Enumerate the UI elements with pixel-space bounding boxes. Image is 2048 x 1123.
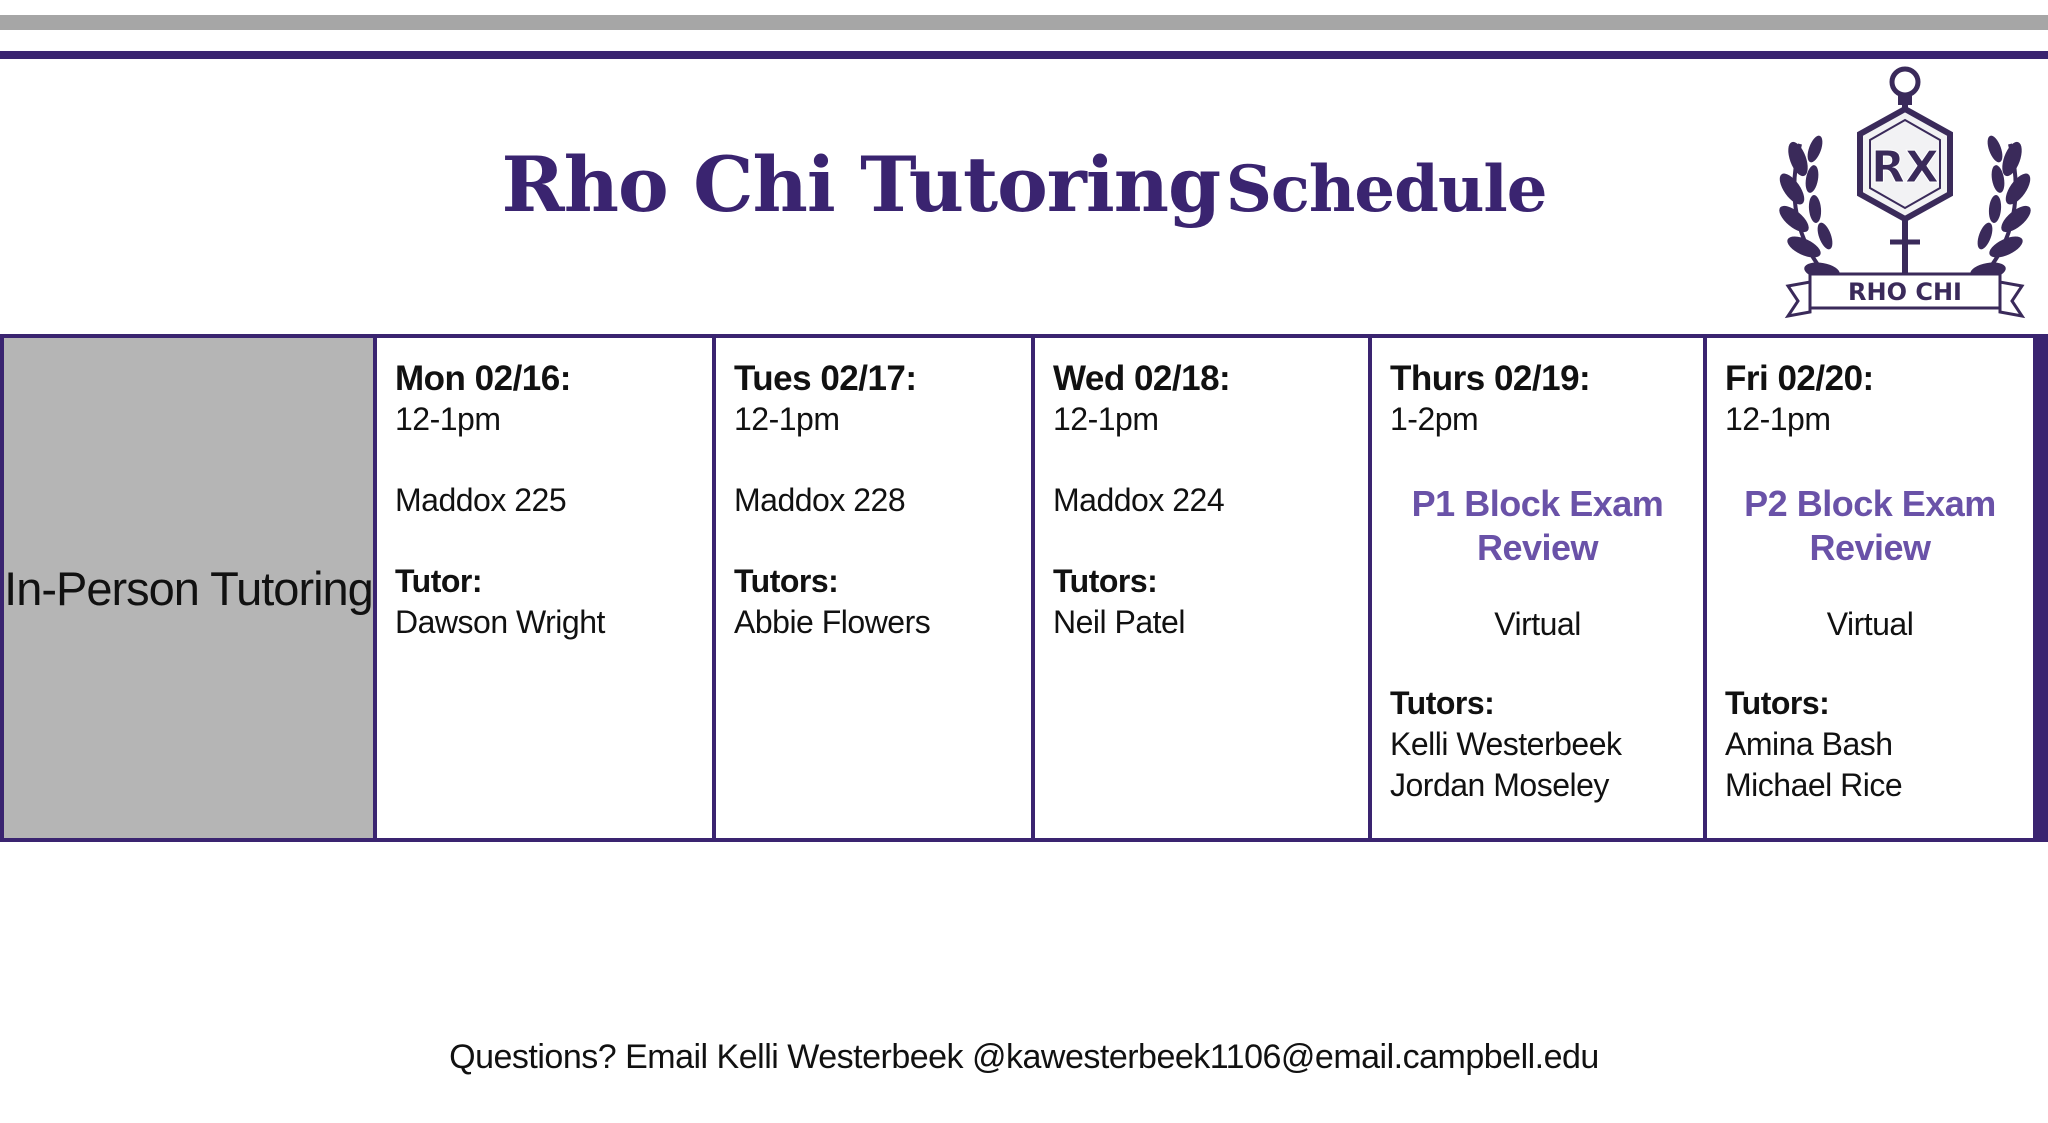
session-time: 1-2pm (1390, 401, 1479, 437)
session-time: 12-1pm (395, 401, 501, 437)
schedule-table (0, 334, 2048, 842)
day-cell-thursday (1372, 338, 1703, 838)
tutor-name: Kelli Westerbeek (1390, 726, 1622, 762)
session-location: Maddox 228 (734, 482, 906, 518)
session-location: Virtual (1494, 606, 1581, 642)
session-location: Maddox 224 (1053, 482, 1225, 518)
day-cell-wednesday (1035, 338, 1368, 838)
day-heading: Tues 02/17: (734, 359, 917, 398)
session-time: 12-1pm (1725, 401, 1831, 437)
session-location: Maddox 225 (395, 482, 567, 518)
day-cell-friday (1707, 338, 2033, 838)
logo-rx-symbol: RX (1871, 142, 1939, 193)
contact-footer: Questions? Email Kelli Westerbeek @kawesterbeek1106@email.campbell.edu (449, 1038, 1599, 1076)
tutor-name: Neil Patel (1053, 604, 1185, 640)
rho-chi-logo (1770, 64, 2040, 329)
top-gray-bar (0, 15, 2048, 30)
session-location: Virtual (1826, 606, 1914, 642)
title-main: Rho Chi Tutoring (501, 140, 1221, 229)
top-purple-bar (0, 51, 2048, 59)
session-time: 12-1pm (734, 401, 840, 437)
tutor-label: Tutors: (734, 563, 839, 599)
row-label: In-Person Tutoring (4, 561, 373, 615)
tutor-name: Michael Rice (1725, 767, 1903, 803)
title-schedule: Schedule (1225, 152, 1547, 227)
day-cell-tuesday (716, 338, 1031, 838)
day-heading: Fri 02/20: (1725, 359, 1874, 398)
tutor-label: Tutor: (395, 563, 483, 599)
tutor-name: Abbie Flowers (734, 604, 931, 640)
session-time: 12-1pm (1053, 401, 1159, 437)
laurel-left-icon (1775, 134, 1841, 289)
day-heading: Mon 02/16: (395, 359, 571, 398)
tutor-label: Tutors: (1390, 685, 1495, 721)
tutor-label: Tutors: (1053, 563, 1158, 599)
day-heading: Wed 02/18: (1053, 359, 1231, 398)
tutor-name: Dawson Wright (395, 604, 605, 640)
laurel-right-icon (1969, 134, 2035, 289)
event-title: P1 Block Exam Review (1411, 483, 1664, 568)
event-title: P2 Block Exam Review (1744, 483, 1996, 568)
day-cell-monday (377, 338, 712, 838)
day-heading: Thurs 02/19: (1390, 359, 1591, 398)
tutor-label: Tutors: (1725, 685, 1830, 721)
tutor-name: Amina Bash (1725, 726, 1893, 762)
tutor-name: Jordan Moseley (1390, 767, 1609, 803)
page-title (0, 140, 2048, 229)
logo-text: RHO CHI (1848, 278, 1962, 306)
row-label-cell (4, 338, 373, 838)
